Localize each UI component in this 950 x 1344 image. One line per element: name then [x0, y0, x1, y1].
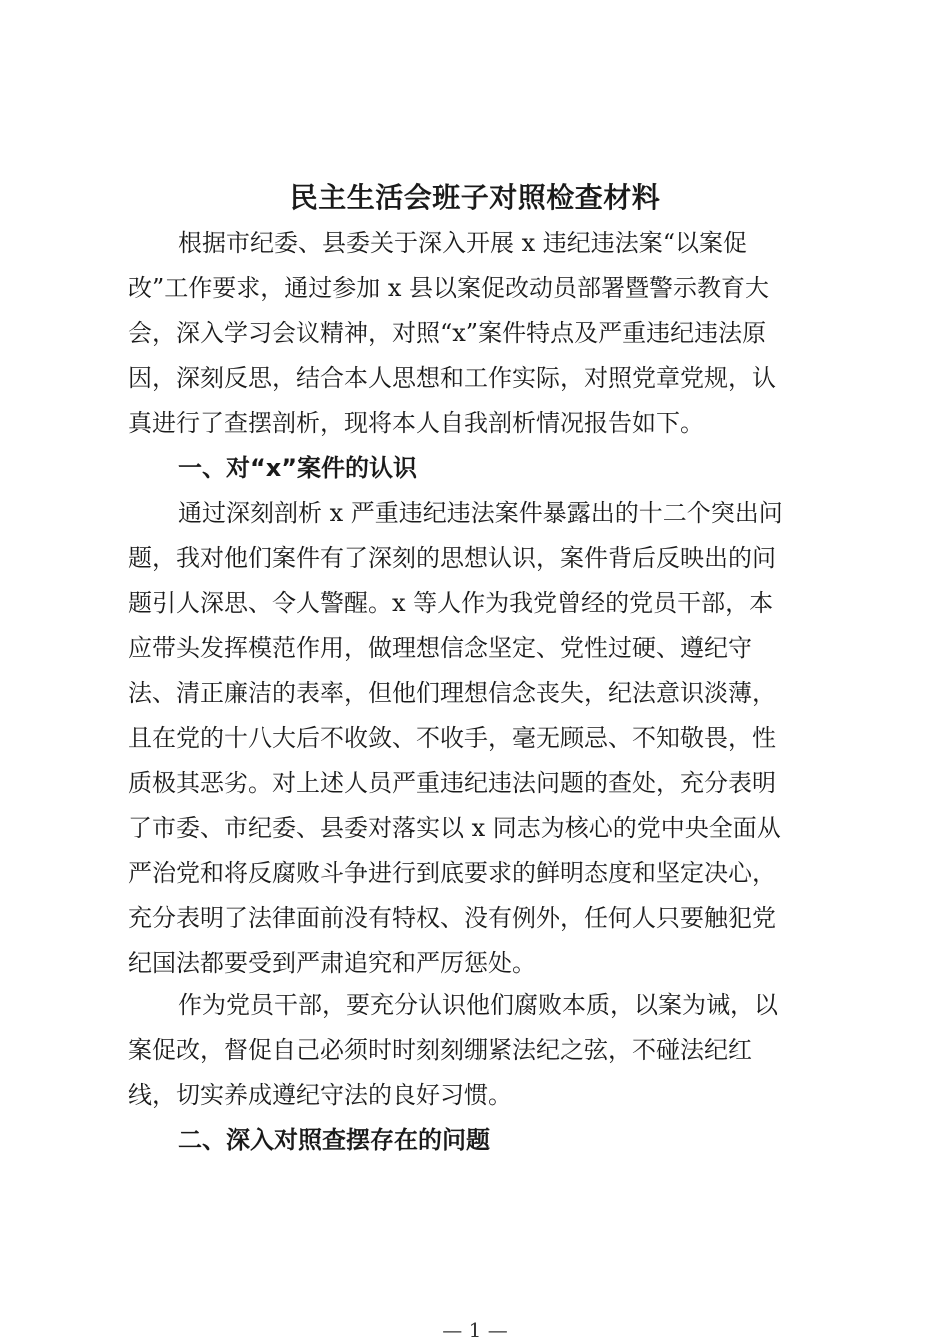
intro-line: 根据市纪委、县委关于深入开展 x 违纪违法案“以案促: [178, 229, 748, 257]
section2-heading: 二、深入对照查摆存在的问题: [178, 1126, 490, 1154]
section1-para1-line: 题引人深思、令人警醒。x 等人作为我党曾经的党员干部，本: [128, 589, 774, 617]
intro-line: 真进行了查摆剖析，现将本人自我剖析情况报告如下。: [128, 409, 704, 437]
intro-line: 改”工作要求，通过参加 x 县以案促改动员部署暨警示教育大: [128, 274, 770, 302]
section1-para1-line: 通过深刻剖析 x 严重违纪违法案件暴露出的十二个突出问: [178, 499, 783, 527]
section1-heading: 一、对“x”案件的认识: [178, 454, 418, 482]
section1-para1-line: 严治党和将反腐败斗争进行到底要求的鲜明态度和坚定决心，: [128, 859, 776, 887]
section1-para1-line: 质极其恶劣。对上述人员严重违纪违法问题的查处，充分表明: [128, 769, 776, 797]
section1-para1-line: 且在党的十八大后不收敛、不收手，毫无顾忌、不知敬畏，性: [128, 724, 776, 752]
section1-para2-line: 线，切实养成遵纪守法的良好习惯。: [128, 1081, 512, 1109]
section1-para1-line: 纪国法都要受到严肃追究和严厉惩处。: [128, 949, 536, 977]
section1-para2-line: 案促改，督促自己必须时时刻刻绷紧法纪之弦，不碰法纪红: [128, 1036, 752, 1064]
section1-para1-line: 应带头发挥模范作用，做理想信念坚定、党性过硬、遵纪守: [128, 634, 752, 662]
page-number: — 1 —: [442, 1318, 508, 1342]
intro-line: 因，深刻反思，结合本人思想和工作实际，对照党章党规，认: [128, 364, 776, 392]
section1-para1-line: 法、清正廉洁的表率，但他们理想信念丧失，纪法意识淡薄，: [128, 679, 776, 707]
intro-line: 会，深入学习会议精神，对照“x”案件特点及严重违纪违法原: [128, 319, 767, 347]
section1-para2-line: 作为党员干部，要充分认识他们腐败本质，以案为诫，以: [178, 991, 778, 1019]
document-title: 民主生活会班子对照检查材料: [289, 181, 661, 214]
section1-para1-line: 了市委、市纪委、县委对落实以 x 同志为核心的党中央全面从: [128, 814, 781, 842]
section1-para1-line: 充分表明了法律面前没有特权、没有例外，任何人只要触犯党: [128, 904, 776, 932]
section1-para1-line: 题，我对他们案件有了深刻的思想认识，案件背后反映出的问: [128, 544, 776, 572]
